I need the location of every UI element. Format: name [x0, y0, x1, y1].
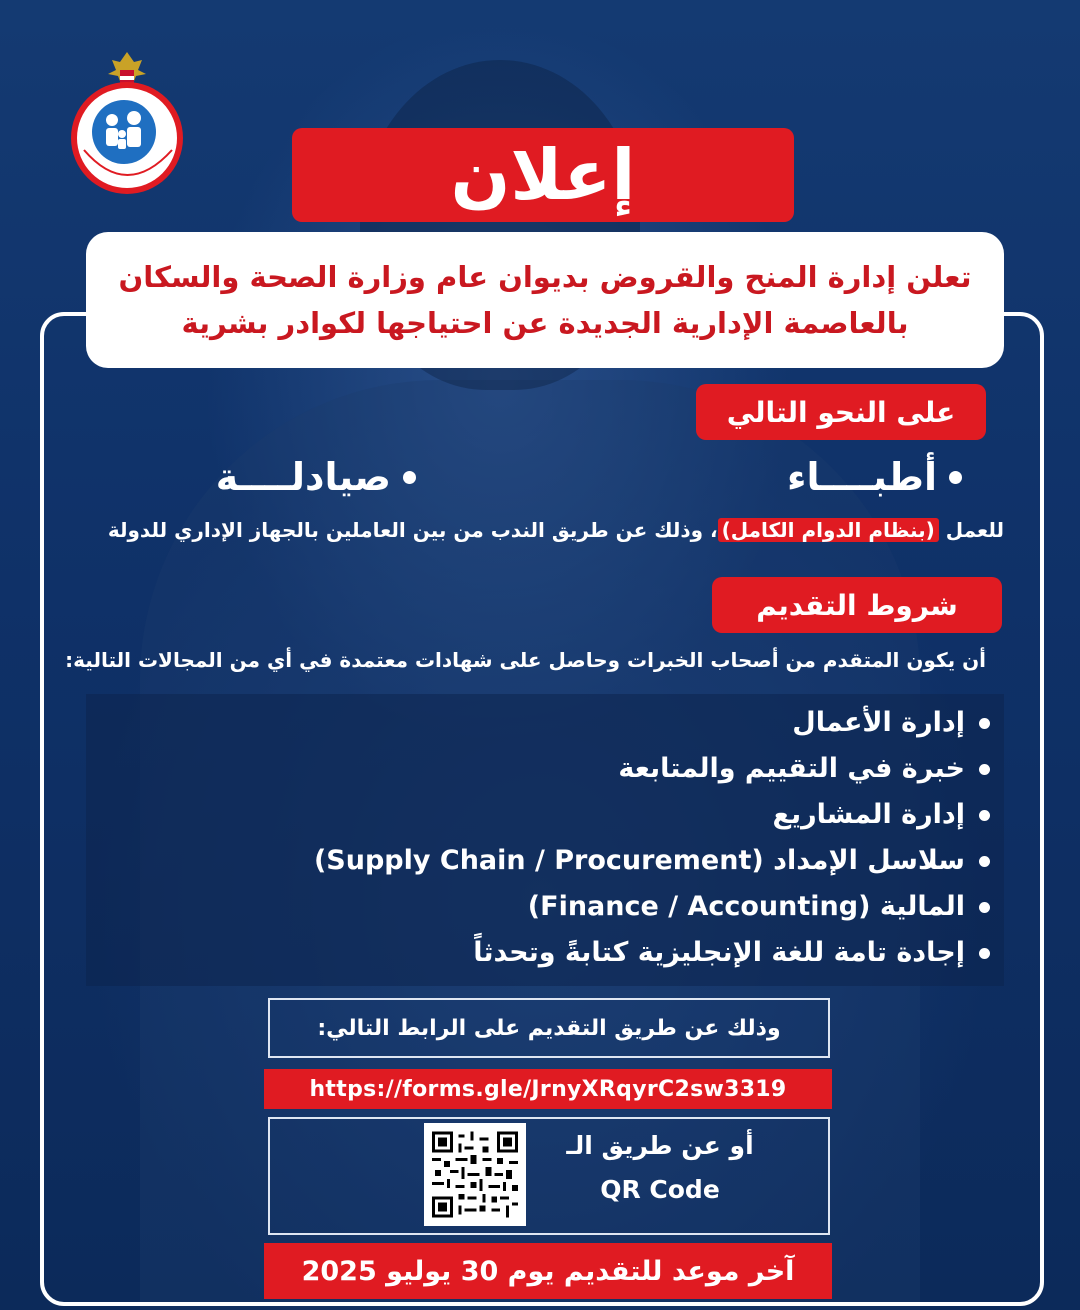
list-item [314, 884, 990, 930]
apply-note: وذلك عن طريق التقديم على الرابط التالي: [268, 998, 830, 1058]
job-item-pharmacists [216, 455, 416, 499]
requirement-text: إدارة الأعمال [792, 707, 965, 738]
conditions-intro: أن يكون المتقدم من أصحاب الخبرات وحاصل على شهادات معتمدة في أي من المجالات التالية: [65, 648, 986, 672]
qr-caption-line-2: QR Code [600, 1175, 720, 1204]
bullet-icon [979, 764, 990, 775]
bullet-icon [979, 902, 990, 913]
section-label-positions: على النحو التالي [696, 384, 986, 440]
requirement-text: سلاسل الإمداد (Supply Chain / Procurement) [313, 845, 965, 876]
qr-caption [560, 1125, 760, 1213]
requirement-text: خبرة في التقييم والمتابعة [618, 753, 965, 784]
list-item [314, 792, 990, 838]
qr-code-icon [432, 1131, 518, 1218]
requirement-text: إدارة المشاريع [772, 799, 965, 830]
employment-highlight: (بنظام الدوام الكامل) [718, 518, 939, 542]
apply-link[interactable]: https://forms.gle/JrnyXRqyrC2sw3319 [264, 1069, 832, 1109]
job-label: أطبــــاء [787, 455, 937, 499]
list-item [314, 746, 990, 792]
deadline-banner: آخر موعد للتقديم يوم 30 يوليو 2025 [264, 1243, 832, 1299]
bullet-icon [979, 810, 990, 821]
bullet-icon [403, 471, 416, 484]
job-label: صيادلــــة [215, 455, 391, 499]
qr-code[interactable] [424, 1123, 526, 1226]
job-item-doctors [787, 455, 962, 499]
ministry-logo [62, 50, 192, 195]
section-label-conditions: شروط التقديم [712, 577, 1002, 633]
bullet-icon [979, 856, 990, 867]
requirements-list [314, 700, 990, 976]
intro-line-1: تعلن إدارة المنح والقروض بديوان عام وزارة الصحة والسكان [118, 260, 972, 294]
bullet-icon [979, 718, 990, 729]
bullet-icon [979, 948, 990, 959]
intro-line-2: بالعاصمة الإدارية الجديدة عن احتياجها لكوادر بشرية [181, 306, 909, 340]
ministry-logo-icon [62, 50, 192, 195]
employment-prefix: للعمل [945, 518, 1004, 542]
page-title: إعلان [450, 134, 636, 216]
employment-suffix: ، وذلك عن طريق الندب من بين العاملين بالجهاز الإداري للدولة [107, 518, 718, 542]
bullet-icon [949, 471, 962, 484]
list-item [314, 838, 990, 884]
intro-box [86, 232, 1004, 368]
employment-terms [74, 518, 1004, 542]
requirement-text: إجادة تامة للغة الإنجليزية كتابةً وتحدثاً [473, 937, 965, 968]
list-item [314, 700, 990, 746]
requirement-text: المالية (Finance / Accounting) [527, 891, 965, 922]
list-item [314, 930, 990, 976]
qr-caption-line-1: أو عن طريق الـ [566, 1131, 754, 1160]
title-banner [292, 128, 794, 222]
